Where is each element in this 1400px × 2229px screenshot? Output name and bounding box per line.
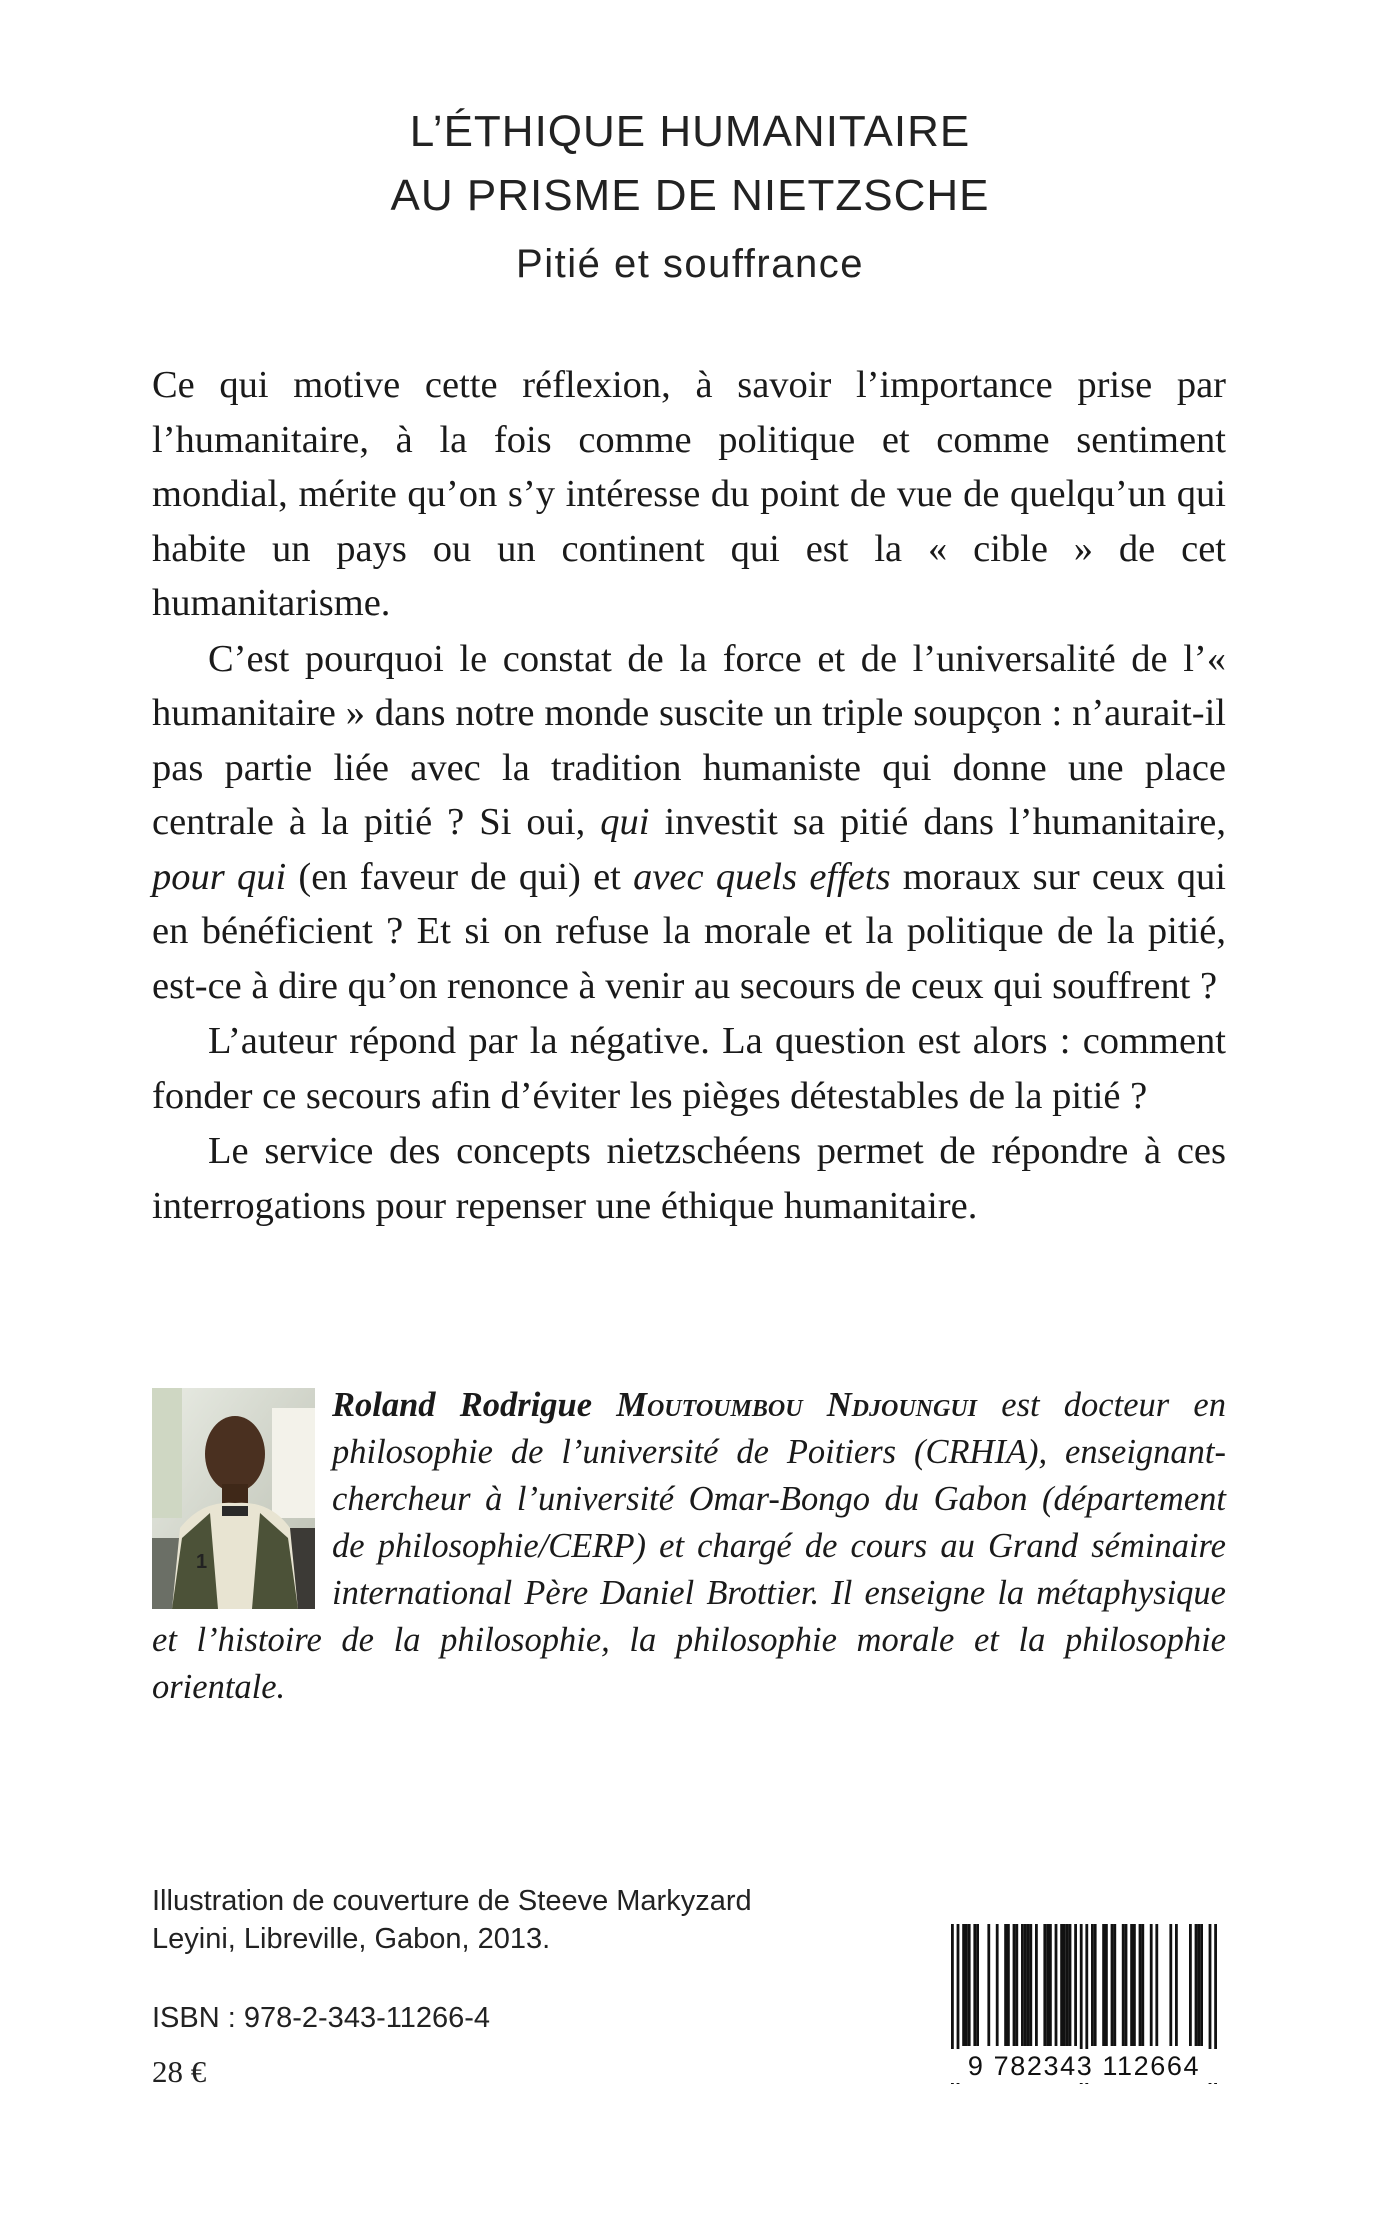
barcode-bar (1063, 1924, 1066, 2046)
barcode-bar (1122, 1924, 1125, 2046)
book-subtitle: Pitié et souffrance (516, 242, 864, 286)
cover-illustration-credit (152, 1882, 752, 1958)
barcode-bar (1091, 1924, 1094, 2046)
barcode-bar (1007, 1924, 1010, 2046)
author-name (332, 1386, 977, 1424)
price: 28 € (152, 2054, 207, 2089)
book-title-line-1: L’ÉTHIQUE HUMANITAIRE (409, 107, 971, 156)
barcode-bar (962, 1924, 965, 2046)
barcode-bar (987, 1924, 990, 2046)
barcode-bar (1035, 1924, 1038, 2046)
book-title-line-2: AU PRISME DE NIETZSCHE (390, 171, 990, 220)
barcode-bar (1150, 1924, 1153, 2046)
credit-line-2: Leyini, Libreville, Gabon, 2013. (152, 1923, 551, 1955)
barcode-bar (1197, 1924, 1200, 2046)
barcode-bar (1004, 1924, 1007, 2046)
barcode-bar (1111, 1924, 1114, 2046)
summary-paragraph-4: Le service des concepts nietzschéens permet de répondre à ces interrogations pour repenser une éthique humanitaire. (152, 1130, 1226, 1227)
summary-paragraph-3: L’auteur répond par la négative. La question est alors : comment fonder ce secours afin d’éviter les pièges détestables de la pitié ? (152, 1020, 1226, 1117)
credit-line-1: Illustration de couverture de Steeve Markyzard (152, 1885, 752, 1917)
barcode-bar (1125, 1924, 1128, 2046)
barcode-bar (996, 1924, 999, 2046)
author-surname-1: Moutoumbou (616, 1386, 803, 1424)
back-cover-summary (152, 358, 1226, 1234)
author-biography (152, 1382, 1226, 1711)
svg-text:1: 1 (196, 1551, 208, 1573)
barcode-bar (1155, 1924, 1158, 2046)
barcode-bar (1102, 1924, 1105, 2046)
isbn: ISBN : 978-2-343-11266-4 (152, 2002, 491, 2034)
barcode-bar (1060, 1924, 1063, 2046)
author-surname-2: Ndjoungui (826, 1386, 978, 1424)
barcode-bar (1139, 1924, 1142, 2046)
barcode-bar (1141, 1924, 1144, 2046)
barcode-bar (1043, 1924, 1046, 2046)
barcode-bar (968, 1924, 971, 2046)
barcode-bar (1094, 1924, 1097, 2046)
p2-text-a: C’est pourquoi le constat de la force et de l’universalité de l’« humanitaire » dans notre monde suscite un triple soupçon : n’aurait-il pas partie liée avec la tradition humaniste qui donne une place centrale à la pitié ? Si oui, (152, 637, 1226, 843)
p2-text-c: (en faveur de qui) et (286, 855, 634, 898)
barcode-bar (1175, 1924, 1178, 2046)
p2-emphasis-qui: qui (600, 801, 650, 843)
barcode-bar (1046, 1924, 1049, 2046)
barcode-bar (1074, 1924, 1077, 2046)
barcode-bar (1066, 1924, 1069, 2046)
author-photo-spacer (152, 1382, 332, 1614)
barcode-bar (1024, 1924, 1027, 2046)
barcode-bar (1069, 1924, 1072, 2046)
barcode-digits: 9 782343 112664 (943, 2049, 1225, 2083)
barcode-bar (1200, 1924, 1203, 2046)
barcode-bar (1055, 1924, 1058, 2046)
barcode-bar (1013, 1924, 1016, 2046)
barcode-bar (973, 1924, 976, 2046)
barcode-bar (1189, 1924, 1192, 2046)
barcode-bar (965, 1924, 968, 2046)
barcode-bar (1130, 1924, 1133, 2046)
barcode-bar (1113, 1924, 1116, 2046)
book-title-block (0, 100, 1380, 296)
p2-text-d: moraux sur ceux qui en bénéficient ? Et si on refuse la morale et la politique de la pitié, est-ce à dire qu’on renonce à venir au secours de ceux qui souffrent ? (152, 855, 1226, 1007)
barcode-bar (1049, 1924, 1052, 2046)
barcode-bar (1133, 1924, 1136, 2046)
p2-emphasis-pour-qui: pour qui (152, 855, 287, 898)
author-given-names: Roland Rodrigue (332, 1386, 593, 1424)
p2-text-b: investit sa pitié dans l’humanitaire, (649, 801, 1226, 843)
barcode-bar (1195, 1924, 1198, 2046)
author-bio-text: est docteur en philosophie de l’université de Poitiers (CRHIA), enseignant-chercheur à l’université Omar-Bongo du Gabon (département de philosophie/CERP) et chargé de cours au Grand séminaire international Père Daniel Brottier. Il enseigne la métaphysique et l’histoire de la philosophie, la philosophie morale et la philosophie orientale. (152, 1386, 1226, 1706)
barcode-bar (1105, 1924, 1108, 2046)
summary-paragraph-2 (152, 632, 1226, 1014)
barcode-bar (1021, 1924, 1024, 2046)
barcode-bar (976, 1924, 979, 2046)
barcode-bar (1169, 1924, 1172, 2046)
barcode-bar (1015, 1924, 1018, 2046)
p2-emphasis-avec-quels-effets: avec quels effets (633, 855, 891, 898)
barcode-bar (1027, 1924, 1030, 2046)
summary-paragraph-1: Ce qui motive cette réflexion, à savoir l’importance prise par l’humanitaire, à la fois comme politique et comme sentiment mondial, mérite qu’on s’y intéresse du point de vue de quelqu’un qui habite un pays ou un continent qui est la « cible » de cet humanitarisme. (152, 364, 1226, 624)
barcode-bar (1029, 1924, 1032, 2046)
